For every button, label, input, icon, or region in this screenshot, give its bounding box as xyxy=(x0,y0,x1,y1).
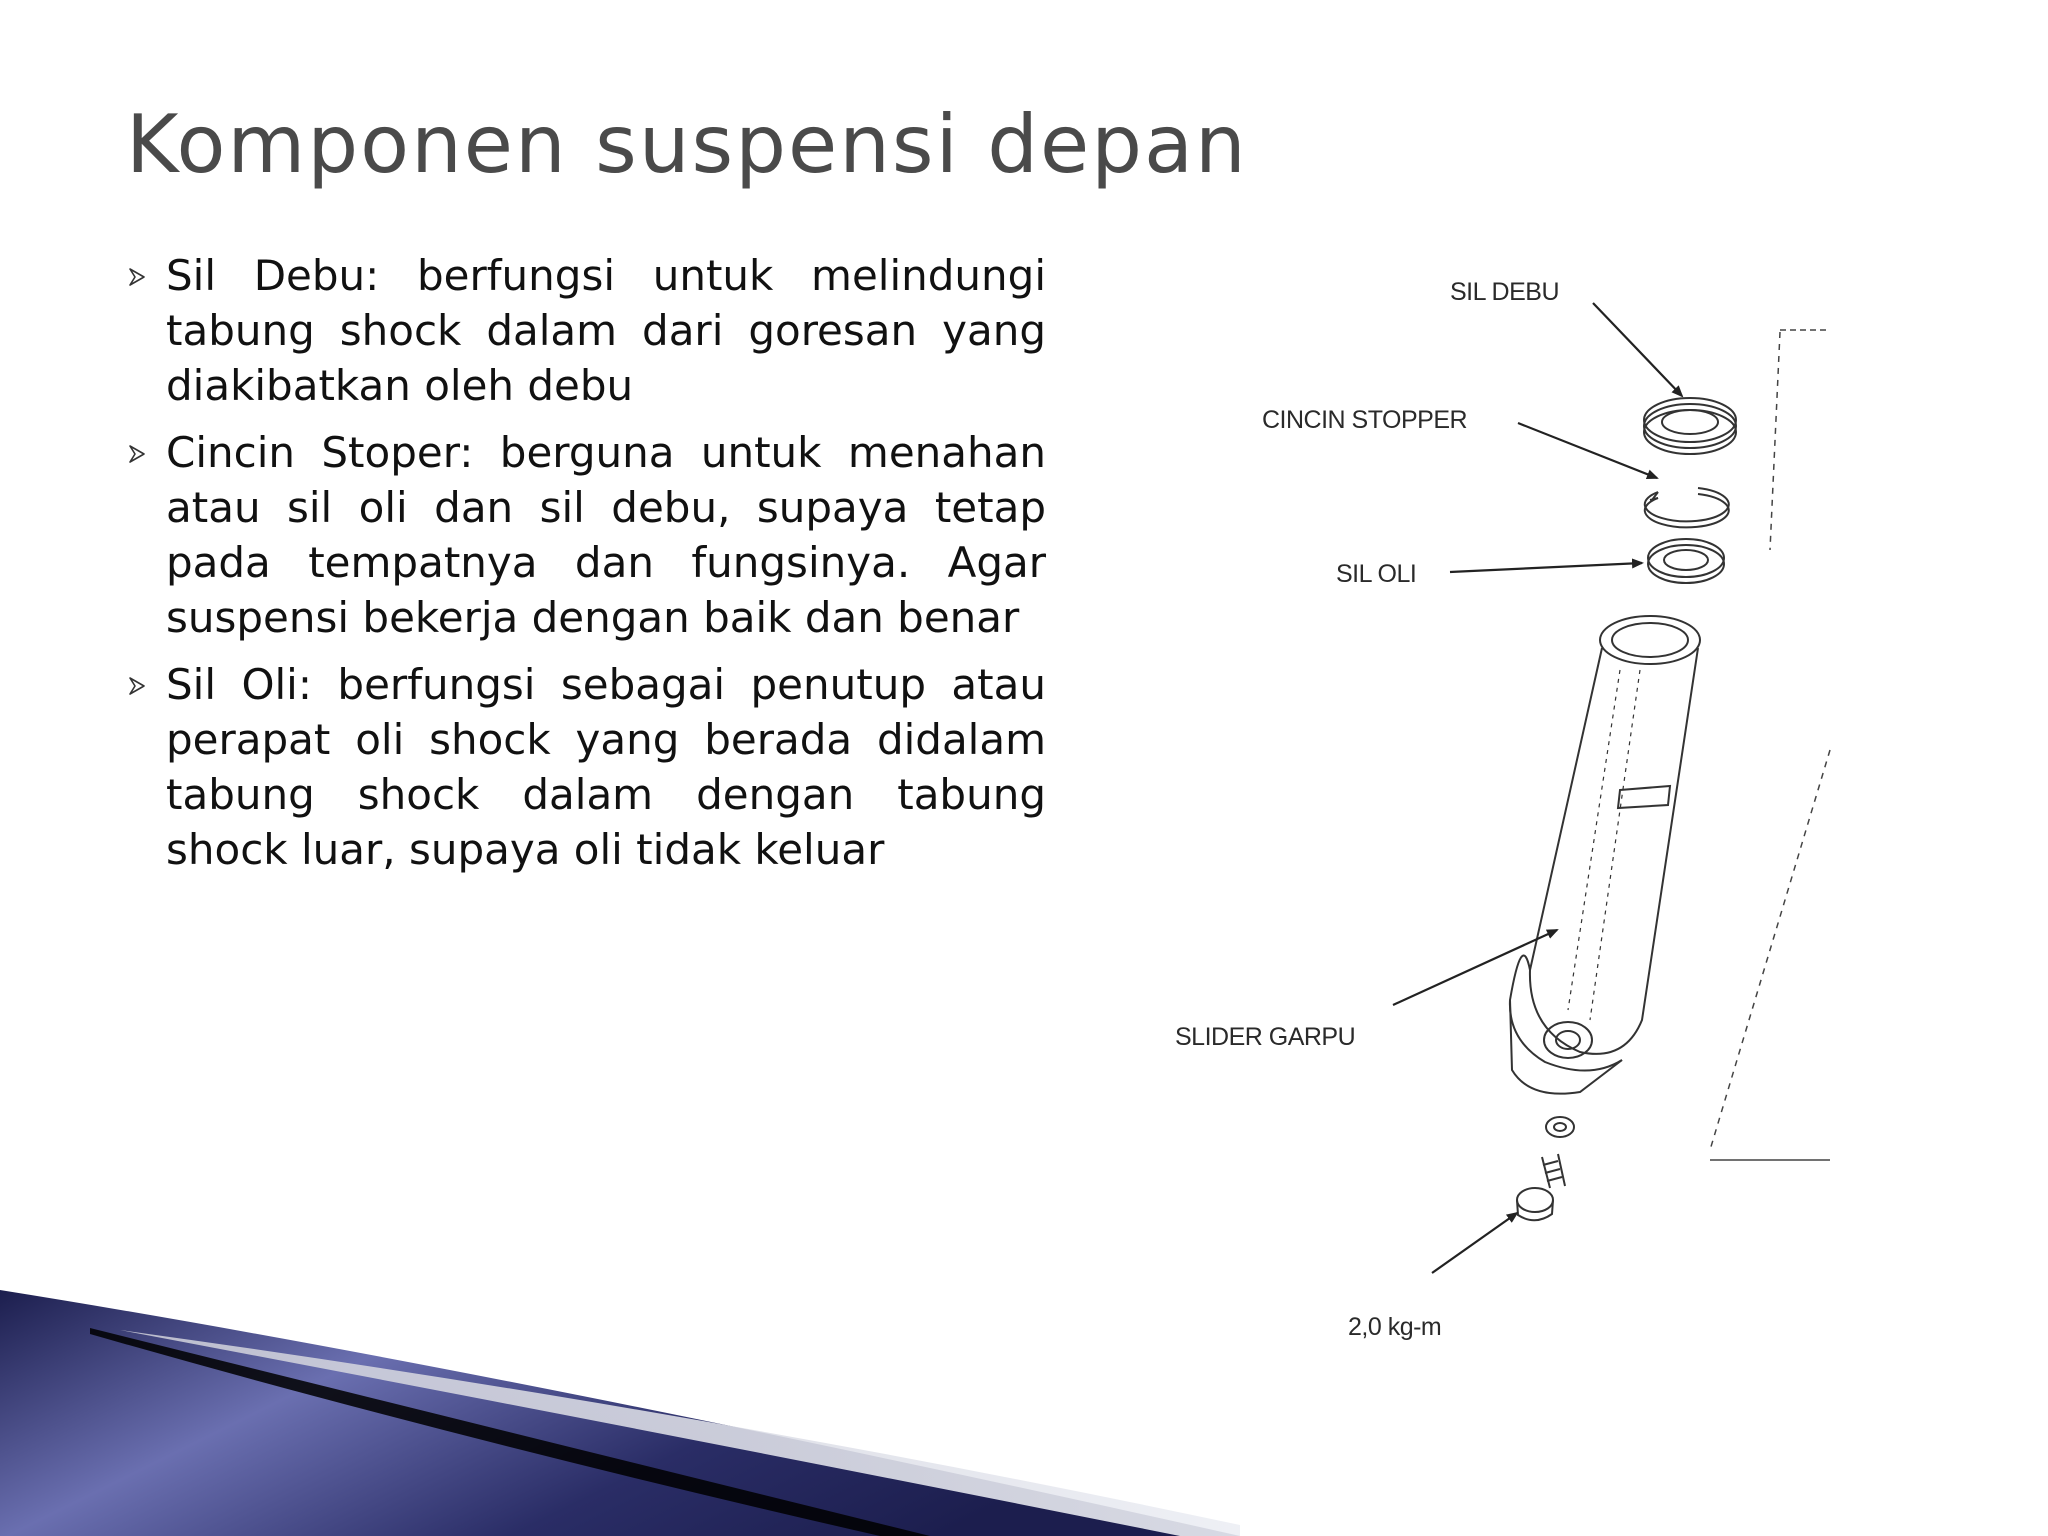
slide-title: Komponen suspensi depan xyxy=(126,98,1248,191)
label-slider-garpu: SLIDER GARPU xyxy=(1175,1023,1356,1051)
diagram-drawing xyxy=(1150,230,1850,1370)
bullet-list xyxy=(128,248,1046,889)
arrow-bullet-icon xyxy=(128,445,146,463)
bullet-item-sil-debu xyxy=(128,248,1046,413)
bullet-item-cincin-stoper xyxy=(128,425,1046,645)
label-torque-value: 2,0 kg-m xyxy=(1348,1313,1442,1341)
stopper-ring-part xyxy=(1645,488,1729,527)
bullet-text: Sil Debu: berfungsi untuk melindungi tabung shock dalam dari goresan yang diakibatkan oleh debu xyxy=(166,251,1046,410)
arrow-bullet-icon xyxy=(128,268,146,286)
dust-seal-part xyxy=(1644,398,1736,454)
label-sil-debu: SIL DEBU xyxy=(1450,278,1560,306)
front-suspension-diagram xyxy=(1150,230,1850,1370)
corner-decoration xyxy=(0,1290,1240,1536)
bullet-text: Cincin Stoper: berguna untuk menahan atau sil oli dan sil debu, supaya tetap pada tempatnya dan fungsinya. Agar suspensi bekerja dengan baik dan benar xyxy=(166,428,1046,642)
oil-seal-part xyxy=(1648,539,1724,583)
fork-slider-part xyxy=(1510,616,1700,1094)
washer-part xyxy=(1546,1117,1574,1137)
dashed-frame xyxy=(1710,330,1830,1160)
bolt-part xyxy=(1517,1154,1565,1220)
arrow-bullet-icon xyxy=(128,677,146,695)
bullet-item-sil-oli xyxy=(128,657,1046,877)
label-sil-oli: SIL OLI xyxy=(1336,560,1417,588)
bullet-text: Sil Oli: berfungsi sebagai penutup atau perapat oli shock yang berada didalam tabung shock dalam dengan tabung shock luar, supaya oli tidak keluar xyxy=(166,660,1046,874)
label-cincin-stopper: CINCIN STOPPER xyxy=(1262,406,1468,434)
